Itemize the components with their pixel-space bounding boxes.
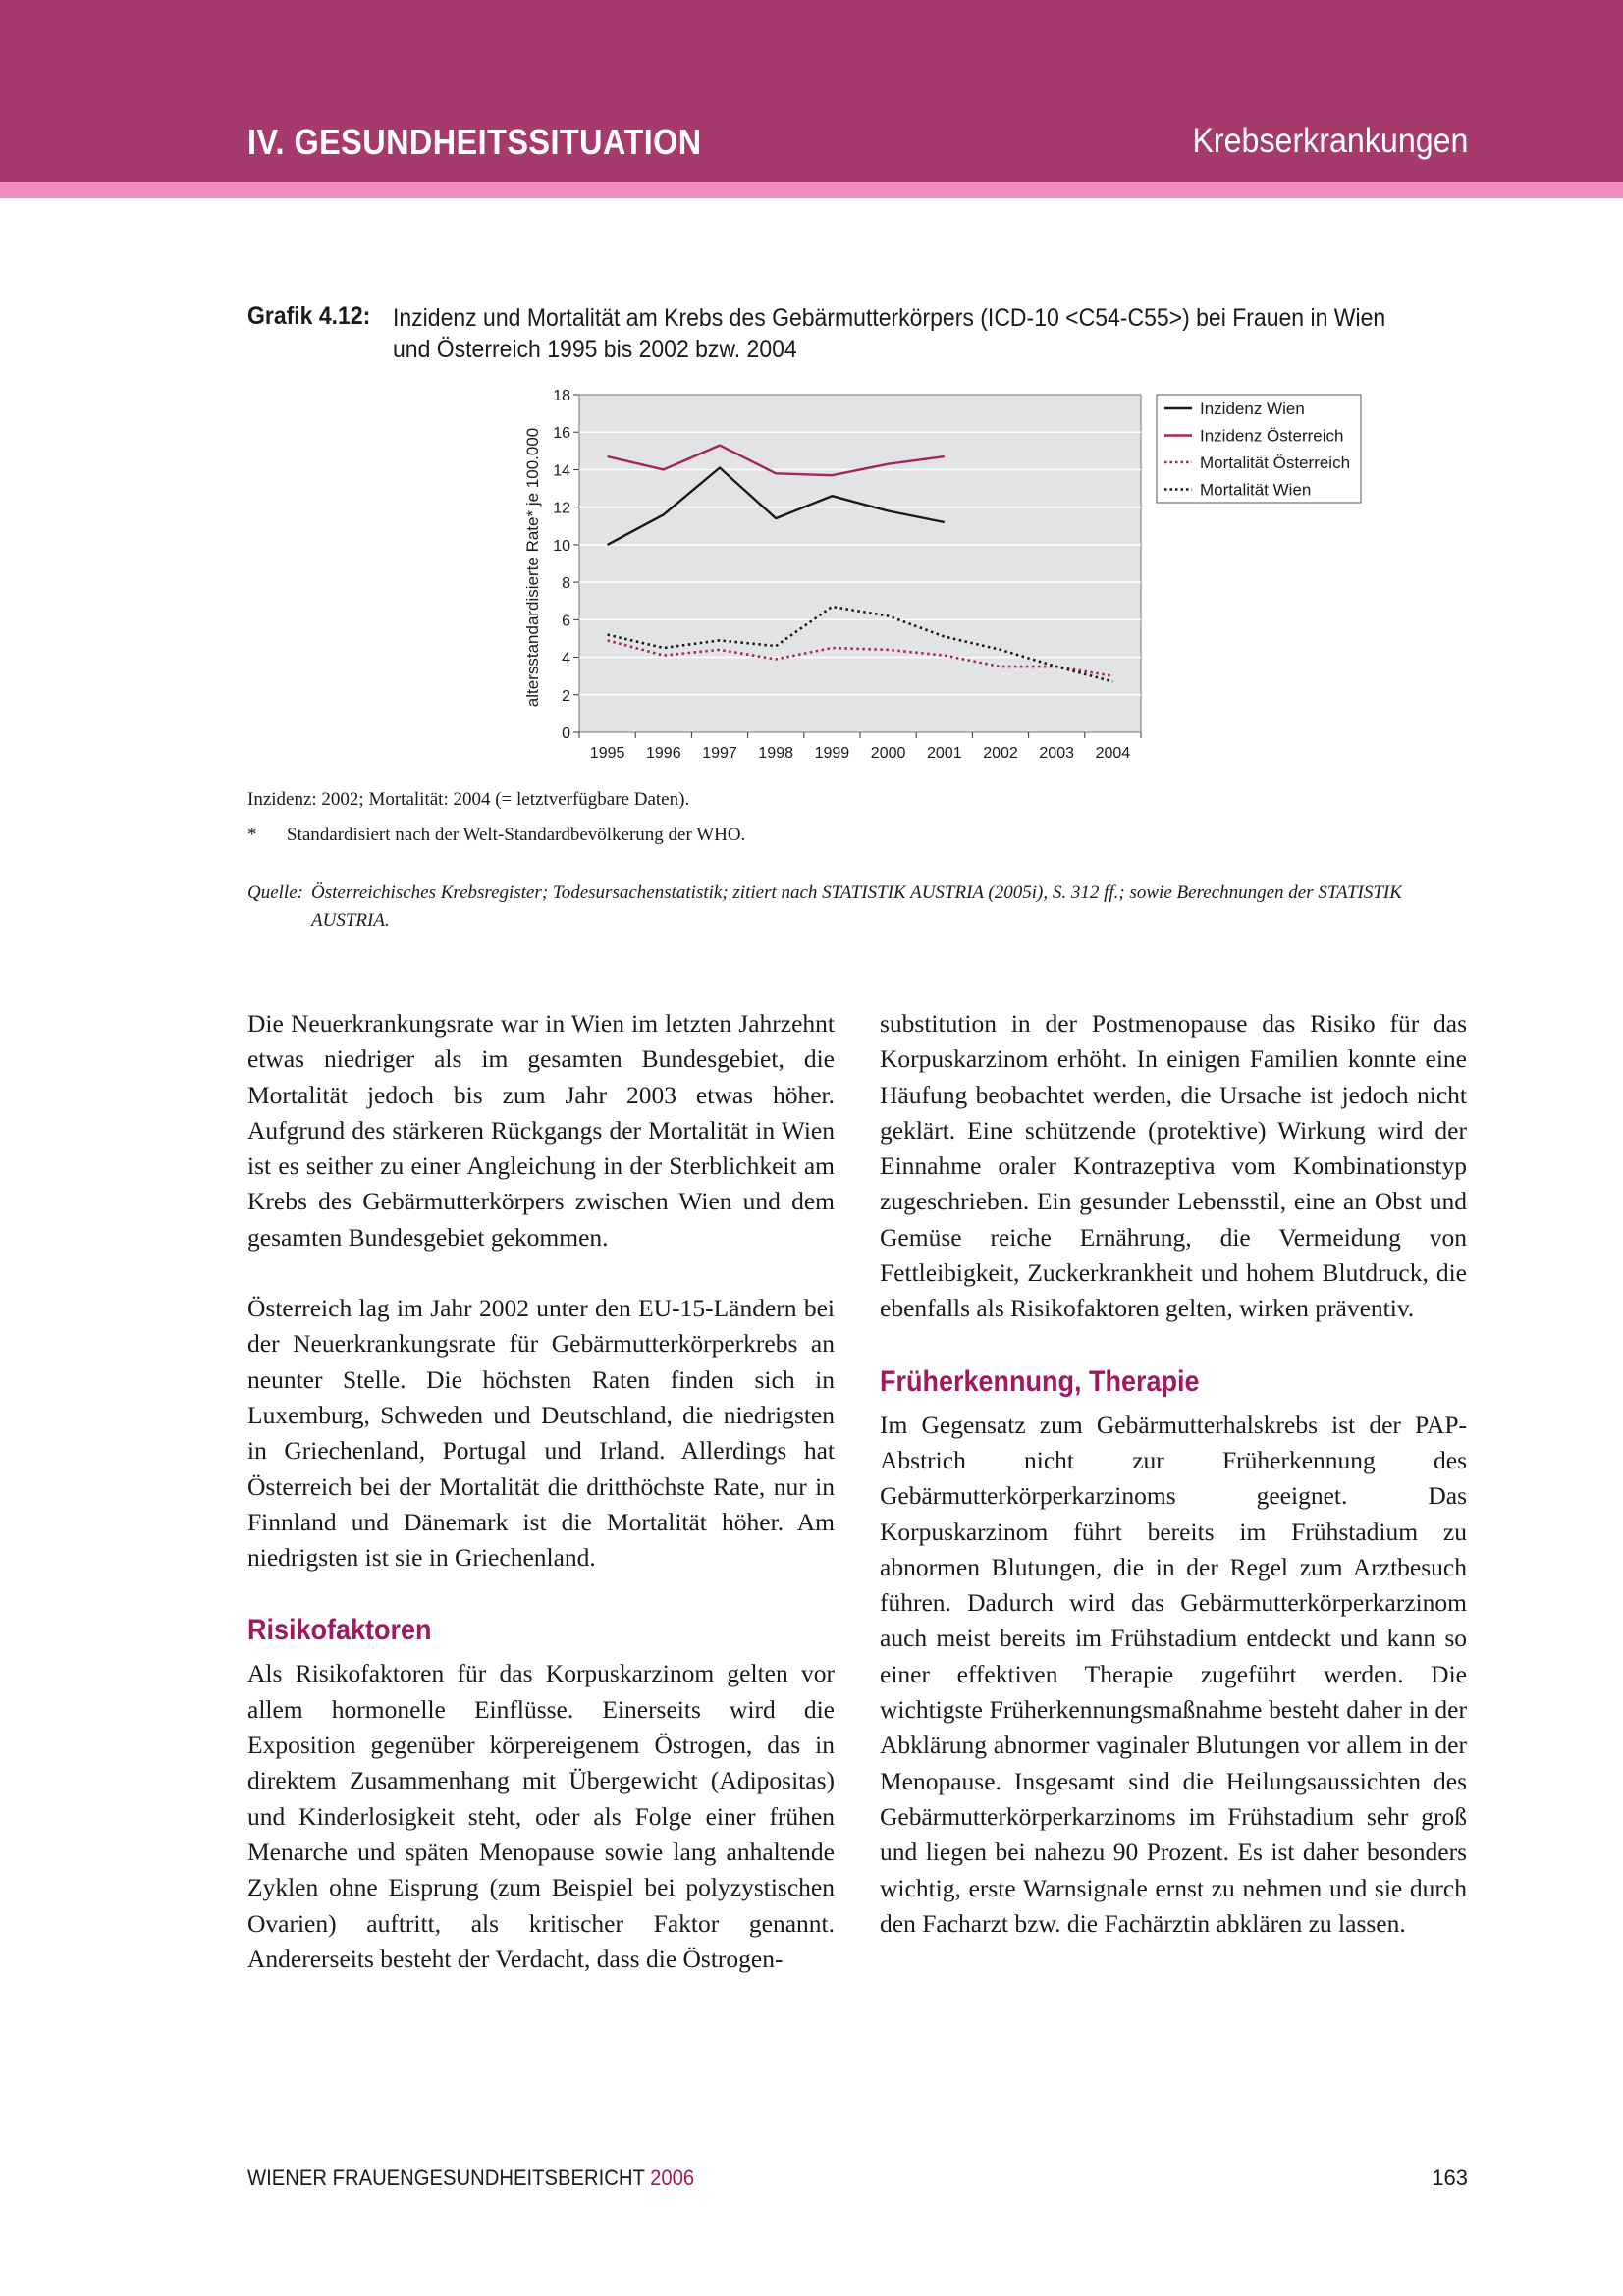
source-label: Quelle: (247, 882, 303, 903)
x-tick-label: 2003 (1039, 745, 1074, 762)
y-tick-label: 10 (553, 537, 570, 555)
y-axis-label: altersstandardisierte Rate* je 100.000 (523, 427, 542, 708)
x-tick-label: 1997 (702, 745, 737, 762)
section-title: IV. GESUNDHEITSSITUATION (247, 122, 702, 162)
legend-label: Mortalität Wien (1200, 480, 1312, 500)
right-column (880, 1006, 1467, 1977)
section-topic: Krebserkrankungen (1191, 122, 1468, 160)
footer-report (247, 2165, 694, 2191)
x-tick-label: 1998 (758, 745, 793, 762)
y-tick-label: 14 (553, 462, 570, 480)
x-tick-label: 1995 (589, 745, 625, 762)
figure-label: Grafik 4.12: (247, 302, 371, 330)
figure-source (247, 880, 1475, 934)
paragraph: Die Neuerkrankungsrate war in Wien im letzten Jahrzehnt etwas niedriger als im gesamten Bundesgebiet, die Mortalität jedoch bis zum Jahr 2003 etwas höher. Aufgrund des stärkeren Rückgangs der Mortalität in Wien ist es seither zu einer Angleichung in der Sterblichkeit am Krebs des Gebärmutterkörpers zwischen Wien und dem gesamten Bundesgebiet gekommen. (247, 1009, 835, 1252)
y-tick-label: 2 (562, 687, 570, 705)
y-tick-label: 6 (562, 613, 570, 630)
heading-risk-factors: Risikofaktoren (247, 1614, 432, 1647)
footer-year: 2006 (650, 2165, 695, 2190)
y-tick-label: 16 (553, 425, 570, 443)
chart-legend (1157, 395, 1361, 503)
legend-label: Mortalität Österreich (1200, 454, 1351, 472)
header-stripe (0, 182, 1623, 198)
plot-area (579, 395, 1141, 732)
figure-footnote (247, 823, 745, 848)
legend-label: Inzidenz Wien (1200, 400, 1305, 418)
y-tick-label: 18 (553, 388, 570, 404)
paragraph: Österreich lag im Jahr 2002 unter den EU-15-Ländern bei der Neuerkrankungsrate für Gebärmutterkörperkrebs an neunter Stelle. Die höchsten Raten finden sich in Luxemburg, Schweden und Deutschland, die niedrigsten in Griechenland, Portugal und Irland. Allerdings hat Österreich bei der Mortalität die dritthöchste Rate, nur in Finnland und Dänemark ist die Mortalität höher. Am niedrigsten ist sie in Griechenland. (247, 1294, 835, 1573)
paragraph: Als Risikofaktoren für das Korpuskarzinom gelten vor allem hormonelle Einflüsse. Einerseits wird die Exposition gegenüber körpereigenem Östrogen, das in direktem Zusammenhang mit Übergewicht (Adipositas) und Kinderlosigkeit steht, oder als Folge einer frühen Menarche und späten Menopause sowie lang anhaltende Zyklen ohne Eisprung (zum Beispiel bei polyzystischen Ovarien) auftritt, als kritischer Faktor genannt. Andererseits besteht der Verdacht, dass die Östrogen- (247, 1659, 835, 1973)
paragraph: substitution in der Postmenopause das Risiko für das Korpuskarzinom erhöht. In einigen Familien konnte eine Häufung beobachtet werden, die Ursache ist jedoch nicht geklärt. Eine schützende (protektive) Wirkung wird der Einnahme oraler Kontrazeptiva vom Kombinationstyp zugeschrieben. Ein gesunder Lebensstil, eine an Obst und Gemüse reiche Ernährung, die Vermeidung von Fettleibigkeit, Zuckerkrankheit und hohem Blutdruck, die ebenfalls als Risikofaktoren gelten, wirken präventiv. (880, 1009, 1467, 1323)
x-tick-label: 2002 (983, 745, 1018, 762)
x-tick-label: 2001 (927, 745, 962, 762)
y-tick-label: 4 (562, 650, 570, 667)
x-tick-label: 1996 (646, 745, 681, 762)
y-tick-label: 0 (562, 725, 570, 742)
figure-title: Inzidenz und Mortalität am Krebs des Gebärmutterkörpers (ICD-10 <C54-C55>) bei Frauen in Wien und Österreich 1995 bis 2002 bzw. 2004 (393, 304, 1386, 363)
page-number: 163 (1432, 2165, 1468, 2190)
paragraph: Im Gegensatz zum Gebärmutterhalskrebs ist der PAP-Abstrich nicht zur Früherkennung des Gebärmutterkörperkarzinoms geeignet. Das Korpuskarzinom führt bereits im Frühstadium zu abnormen Blutungen, die in der Regel zum Arztbesuch führen. Dadurch wird das Gebärmutterkörperkarzinom auch meist bereits im Frühstadium entdeckt und kann so einer effektiven Therapie zugeführt werden. Die wichtigste Früherkennungsmaßnahme besteht daher in der Abklärung abnormer vaginaler Blutungen vor allem in der Menopause. Insgesamt sind die Heilungsaussichten des Gebärmutterkörperkarzinoms im Frühstadium sehr groß und liegen bei nahezu 90 Prozent. Es ist daher besonders wichtig, erste Warnsignale ernst zu nehmen und sie durch den Facharzt bzw. die Fachärztin abklären zu lassen. (880, 1410, 1467, 1938)
footer-report-title: WIENER FRAUENGESUNDHEITSBERICHT (247, 2165, 645, 2190)
x-tick-label: 2004 (1095, 745, 1131, 762)
heading-early-detection: Früherkennung, Therapie (880, 1364, 1200, 1398)
legend-label: Inzidenz Österreich (1200, 426, 1344, 446)
figure-note: Inzidenz: 2002; Mortalität: 2004 (= letztverfügbare Daten). (247, 789, 690, 810)
x-tick-label: 2000 (870, 745, 906, 762)
y-tick-label: 12 (553, 500, 570, 517)
footnote-text: Standardisiert nach der Welt-Standardbevölkerung der WHO. (287, 825, 746, 845)
x-tick-label: 1999 (814, 745, 850, 762)
y-tick-label: 8 (562, 575, 570, 593)
line-chart (511, 378, 1375, 775)
footnote-mark: * (247, 825, 257, 845)
left-column (247, 1006, 835, 2012)
source-text: Österreichisches Krebsregister; Todesursachenstatistik; zitiert nach STATISTIK AUSTRIA (2005i), S. 312 ff.; sowie Berechnungen der STATISTIK AUSTRIA. (311, 882, 1402, 931)
